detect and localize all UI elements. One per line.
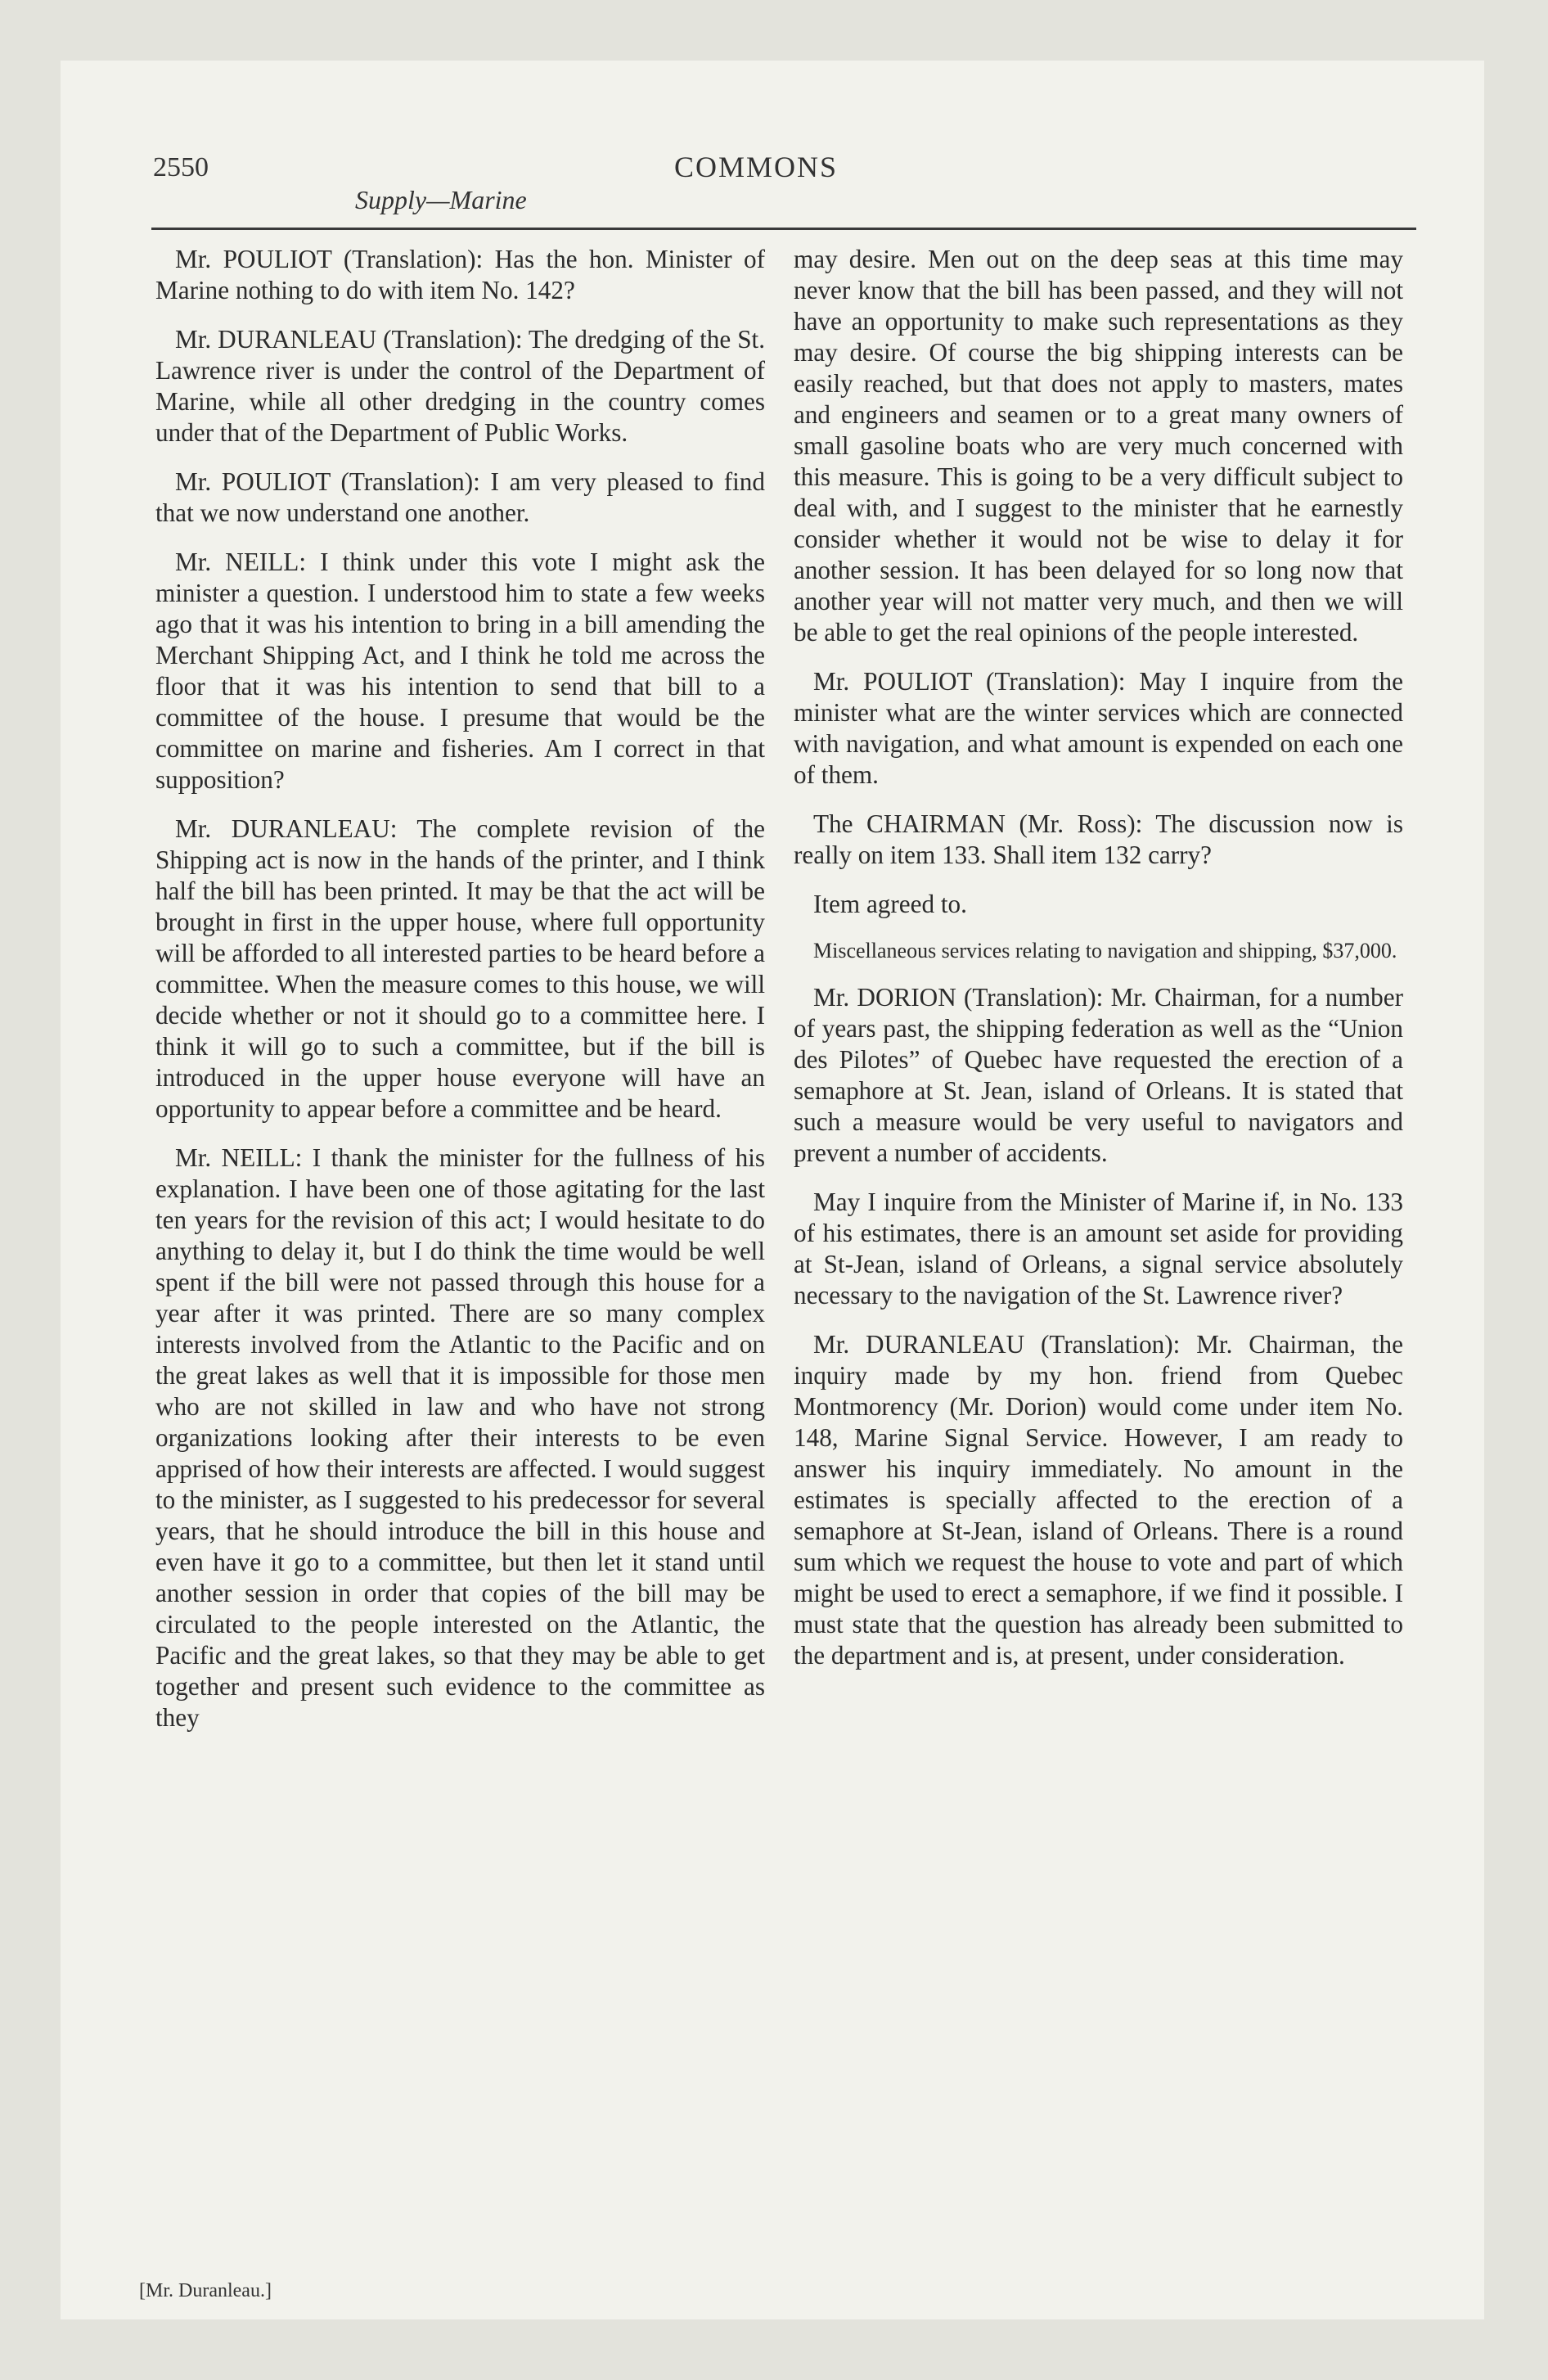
section-title: Supply—Marine: [355, 185, 527, 214]
paragraph: Mr. NEILL: I thank the minister for the fullness of his explanation. I have been one of those agitating for the last ten years for the revision of this act; I would hesitate to do anything to delay it, but I do think the time would be well spent if the bill were not passed through this house for a year after it was printed. There are so many complex interests involved from the Atlantic to the Pacific and on the great lakes as well that it is impossible for those men who are not skilled in law and who have not strong organizations looking after their interests to be even apprised of how their interests are affected. I would suggest to the minister, as I suggested to his predecessor for several years, that he should introduce the bill in this house and even have it go to a committee, but then let it stand until another session in order that copies of the bill may be circulated to the people interested on the Atlantic, the Pacific and the great lakes, so that they may be able to get together and present such evidence to the committee as they: [155, 1143, 765, 1732]
paragraph: Mr. DORION (Translation): Mr. Chairman, for a number of years past, the shipping federation as well as the “Union des Pilotes” of Quebec have requested the erection of a semaphore at St. Jean, island of Orleans. It is stated that such a measure would be very useful to navigators and prevent a number of accidents.: [794, 983, 1403, 1167]
paragraph: Mr. NEILL: I think under this vote I might ask the minister a question. I understood him to state a few weeks ago that it was his intention to bring in a bill amending the Merchant Shipping Act, and I think he told me across the floor that it was his intention to send that bill to a committee of the house. I presume that would be the committee on marine and fisheries. Am I correct in that supposition?: [155, 548, 765, 794]
header-rule: [151, 228, 1416, 230]
paragraph: Mr. POULIOT (Translation): I am very pleased to find that we now understand one another.: [155, 467, 765, 527]
paragraph: Mr. DURANLEAU: The complete revision of the Shipping act is now in the hands of the printer, and I think half the bill has been printed. It may be that the act will be brought in first in the upper house, where full opportunity will be afforded to all interested parties to be heard before a committee. When the measure comes to this house, we will decide whether or not it should go to a committee here. I think it will go to such a committee, but if the bill is introduced in the upper house everyone will have an opportunity to appear before a committee and be heard.: [155, 814, 766, 1123]
paragraph: Mr. POULIOT (Translation): May I inquire from the minister what are the winter services which are connected with navigation, and what amount is expended on each one of them.: [794, 667, 1403, 789]
paragraph: Mr. POULIOT (Translation): Has the hon. Minister of Marine nothing to do with item No. 142?: [155, 245, 765, 304]
speaker-footnote: [Mr. Duranleau.]: [139, 2280, 272, 2301]
paragraph: Mr. DURANLEAU (Translation): The dredging of the St. Lawrence river is under the control of the Department of Marine, while all other dredging in the country comes under that of the Department of Public Works.: [155, 325, 765, 447]
page-number: 2550: [153, 152, 209, 183]
item-heading: Miscellaneous services relating to navigation and shipping, $37,000.: [813, 939, 1397, 962]
page-header: [97, 137, 1415, 228]
paragraph: May I inquire from the Minister of Marine if, in No. 133 of his estimates, there is an amount set aside for providing at St-Jean, island of Orleans, a signal service absolutely necessary to the navigation of the St. Lawrence river?: [794, 1188, 1403, 1309]
right-column: [794, 244, 1403, 1689]
paragraph: Mr. DURANLEAU (Translation): Mr. Chairman, the inquiry made by my hon. friend from Quebec Montmorency (Mr. Dorion) would come under item No. 148, Marine Signal Service. However, I am ready to answer his inquiry immediately. No amount in the estimates is specially affected to the erection of a semaphore at St-Jean, island of Orleans. There is a round sum which we request the house to vote and part of which might be used to erect a semaphore, if we find it possible. I must state that the question has already been submitted to the department and is, at present, under consideration.: [794, 1330, 1403, 1670]
paragraph: may desire. Men out on the deep seas at this time may never know that the bill has been passed, and they will not have an opportunity to make such representations as they may desire. Of course the big shipping interests can be easily reached, but that does not apply to masters, mates and engineers and seamen or to a great many owners of small gasoline boats who are very much concerned with this measure. This is going to be a very difficult subject to deal with, and I suggest to the minister that he earnestly consider whether it would not be wise to delay it for another session. It has been delayed for so long now that another year will not matter very much, and then we will be able to get the real opinions of the people interested.: [794, 245, 1403, 647]
paragraph: The CHAIRMAN (Mr. Ross): The discussion now is really on item 133. Shall item 132 carry?: [794, 809, 1403, 869]
running-title: COMMONS: [673, 151, 839, 183]
paragraph: Item agreed to.: [813, 890, 967, 918]
left-column: [155, 244, 765, 1751]
